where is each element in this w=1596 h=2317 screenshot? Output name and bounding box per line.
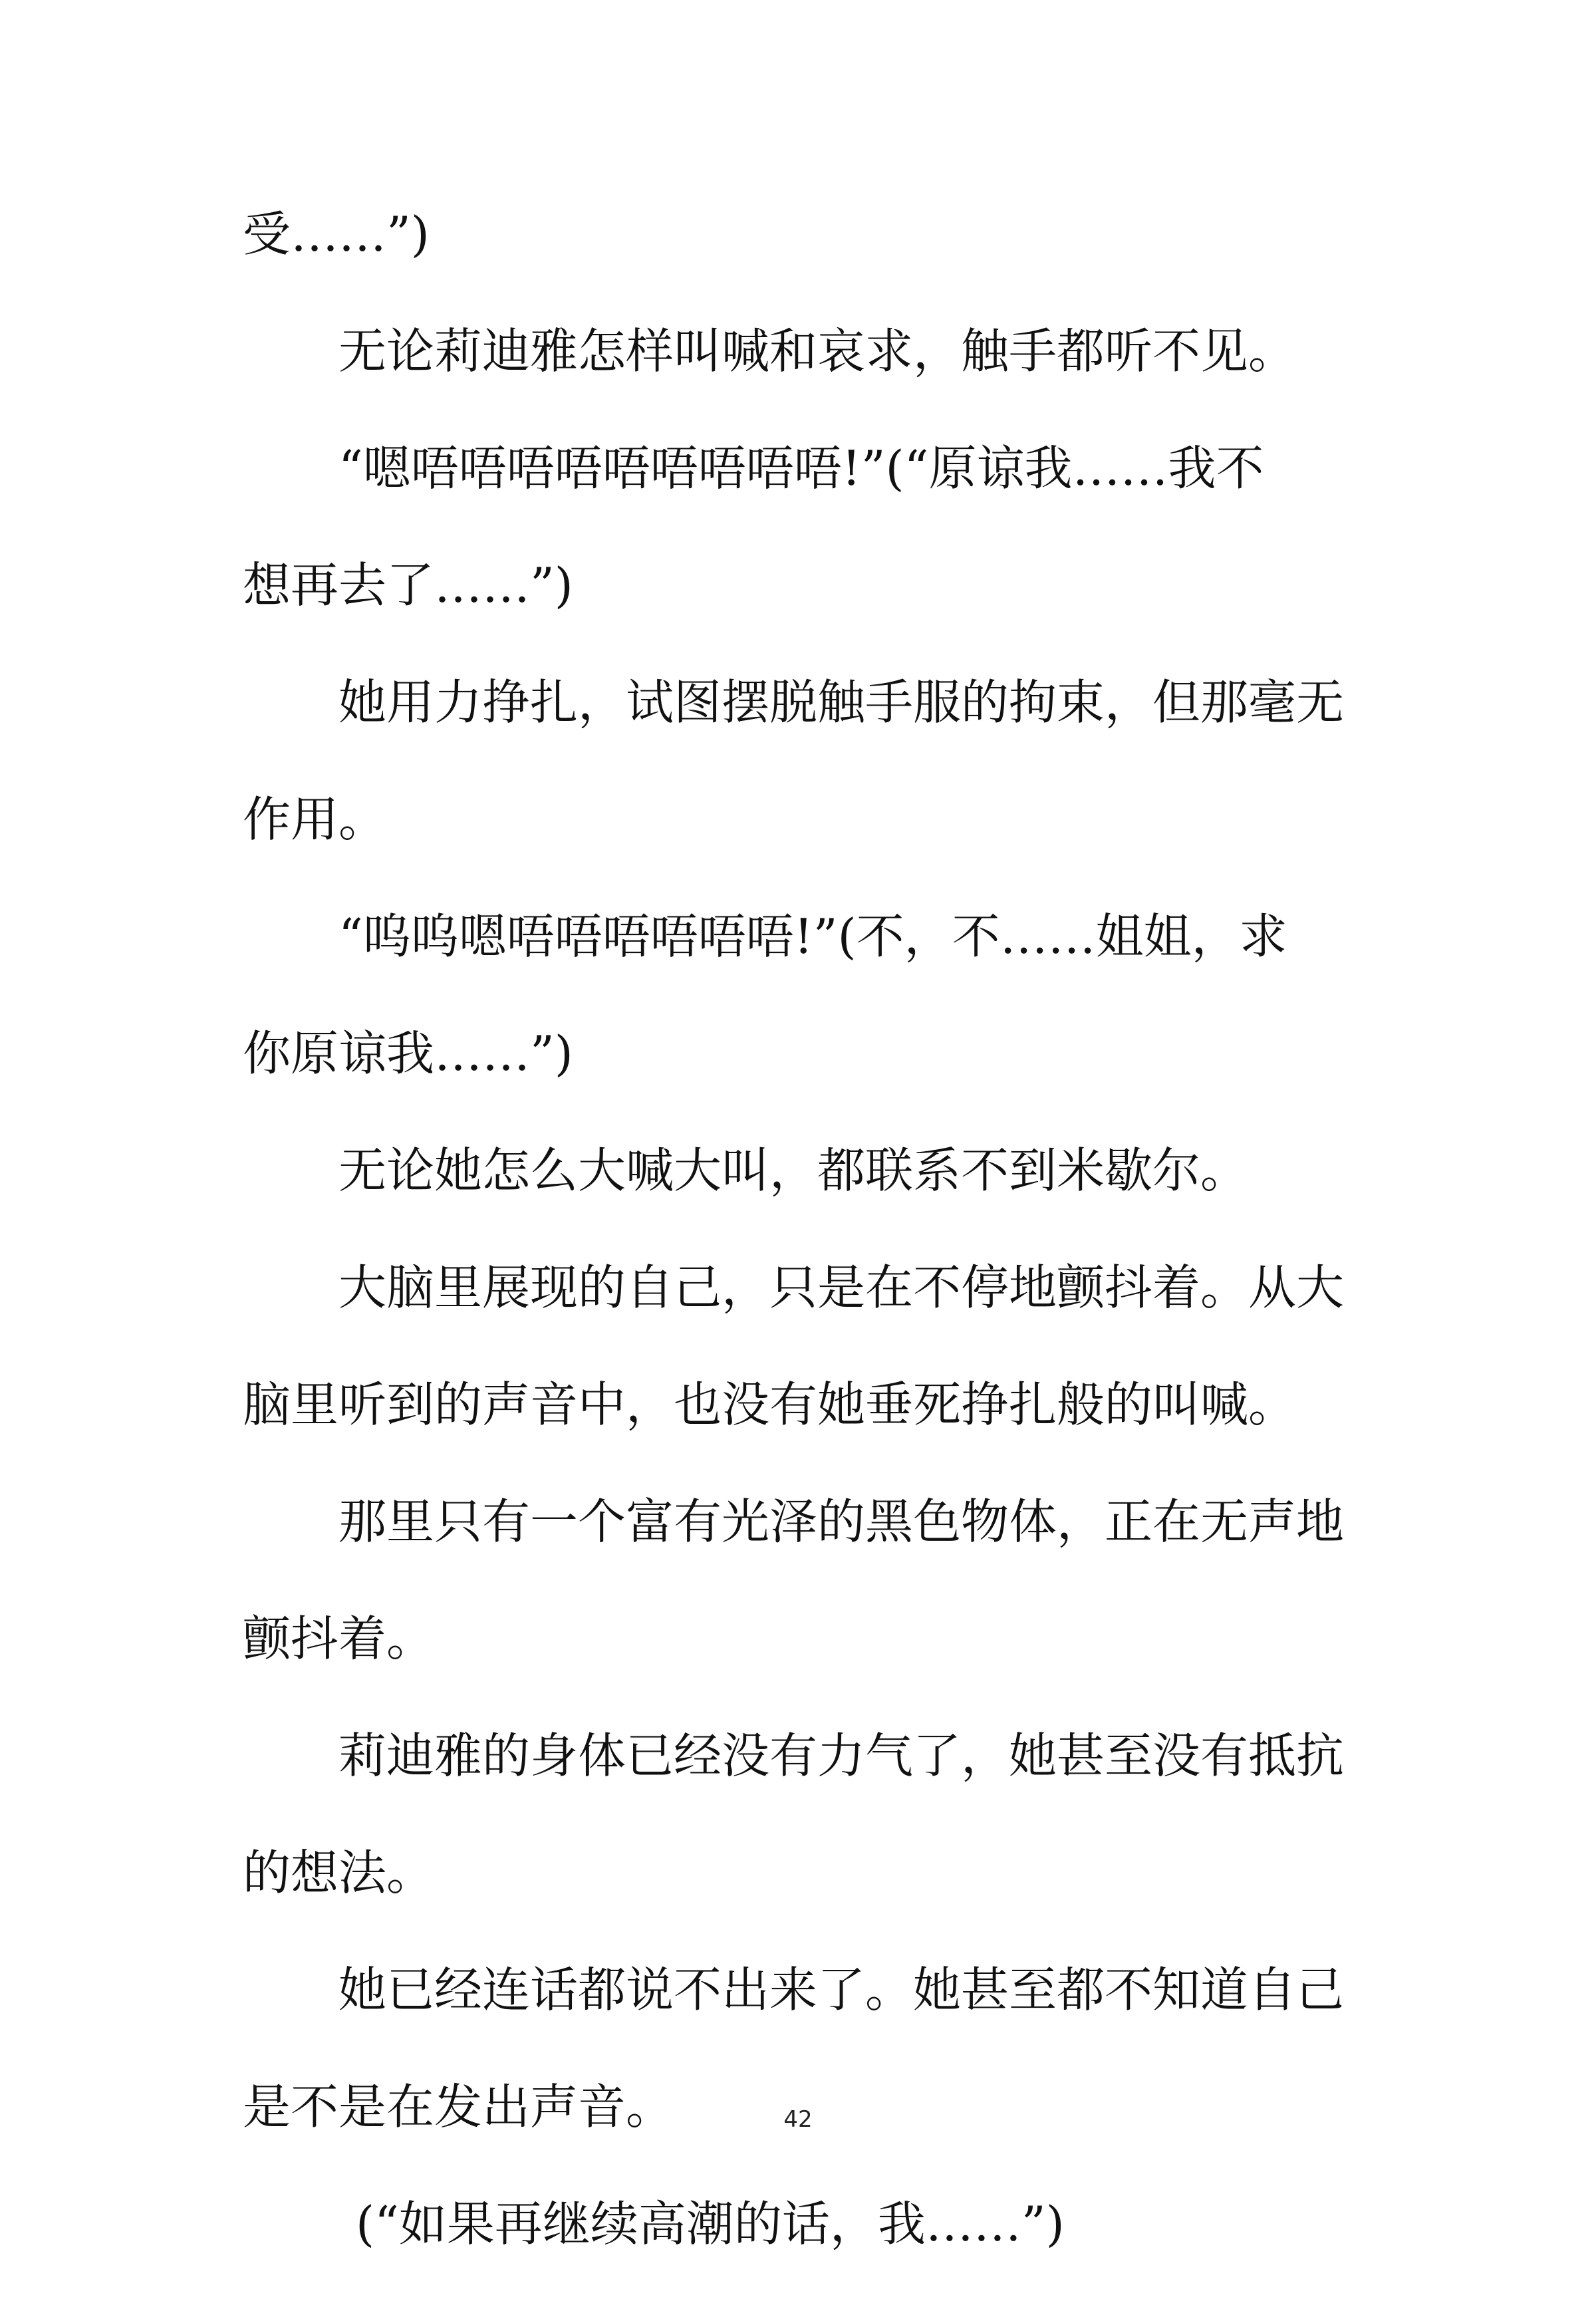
text-line: 大脑里展现的自己，只是在不停地颤抖着。从大	[338, 1260, 1345, 1315]
text-line: 颤抖着。	[243, 1611, 435, 1667]
text-line: 你原谅我……”)	[243, 1025, 573, 1081]
text-line: 那里只有一个富有光泽的黑色物体，正在无声地	[338, 1494, 1345, 1550]
text-line: 的想法。	[243, 1845, 435, 1901]
text-line: 她已经连话都说不出来了。她甚至都不知道自己	[338, 1962, 1345, 2018]
text-line: 是不是在发出声音。	[243, 2079, 674, 2135]
body-text	[243, 206, 1373, 2317]
text-line: 她用力挣扎，试图摆脱触手服的拘束，但那毫无	[338, 674, 1345, 730]
text-line: 受……”)	[243, 206, 430, 262]
text-line: 无论莉迪雅怎样叫喊和哀求，触手都听不见。	[338, 323, 1297, 379]
text-line: 作用。	[243, 791, 387, 847]
text-line: 无论她怎么大喊大叫，都联系不到米歇尔。	[338, 1143, 1249, 1198]
text-line: “嗯唔唔唔唔唔唔唔唔唔!”(“原谅我……我不	[338, 440, 1264, 496]
text-line: 想再去了……”)	[243, 557, 573, 613]
text-line: “呜呜嗯唔唔唔唔唔唔!”(不，不……姐姐，求	[338, 908, 1287, 964]
page-number: 42	[783, 2106, 813, 2133]
text-line: 脑里听到的声音中，也没有她垂死挣扎般的叫喊。	[243, 1377, 1297, 1432]
text-line: (“如果再继续高潮的话，我……”)	[356, 2196, 1065, 2252]
text-line: 莉迪雅的身体已经没有力气了，她甚至没有抵抗	[338, 1728, 1345, 1784]
